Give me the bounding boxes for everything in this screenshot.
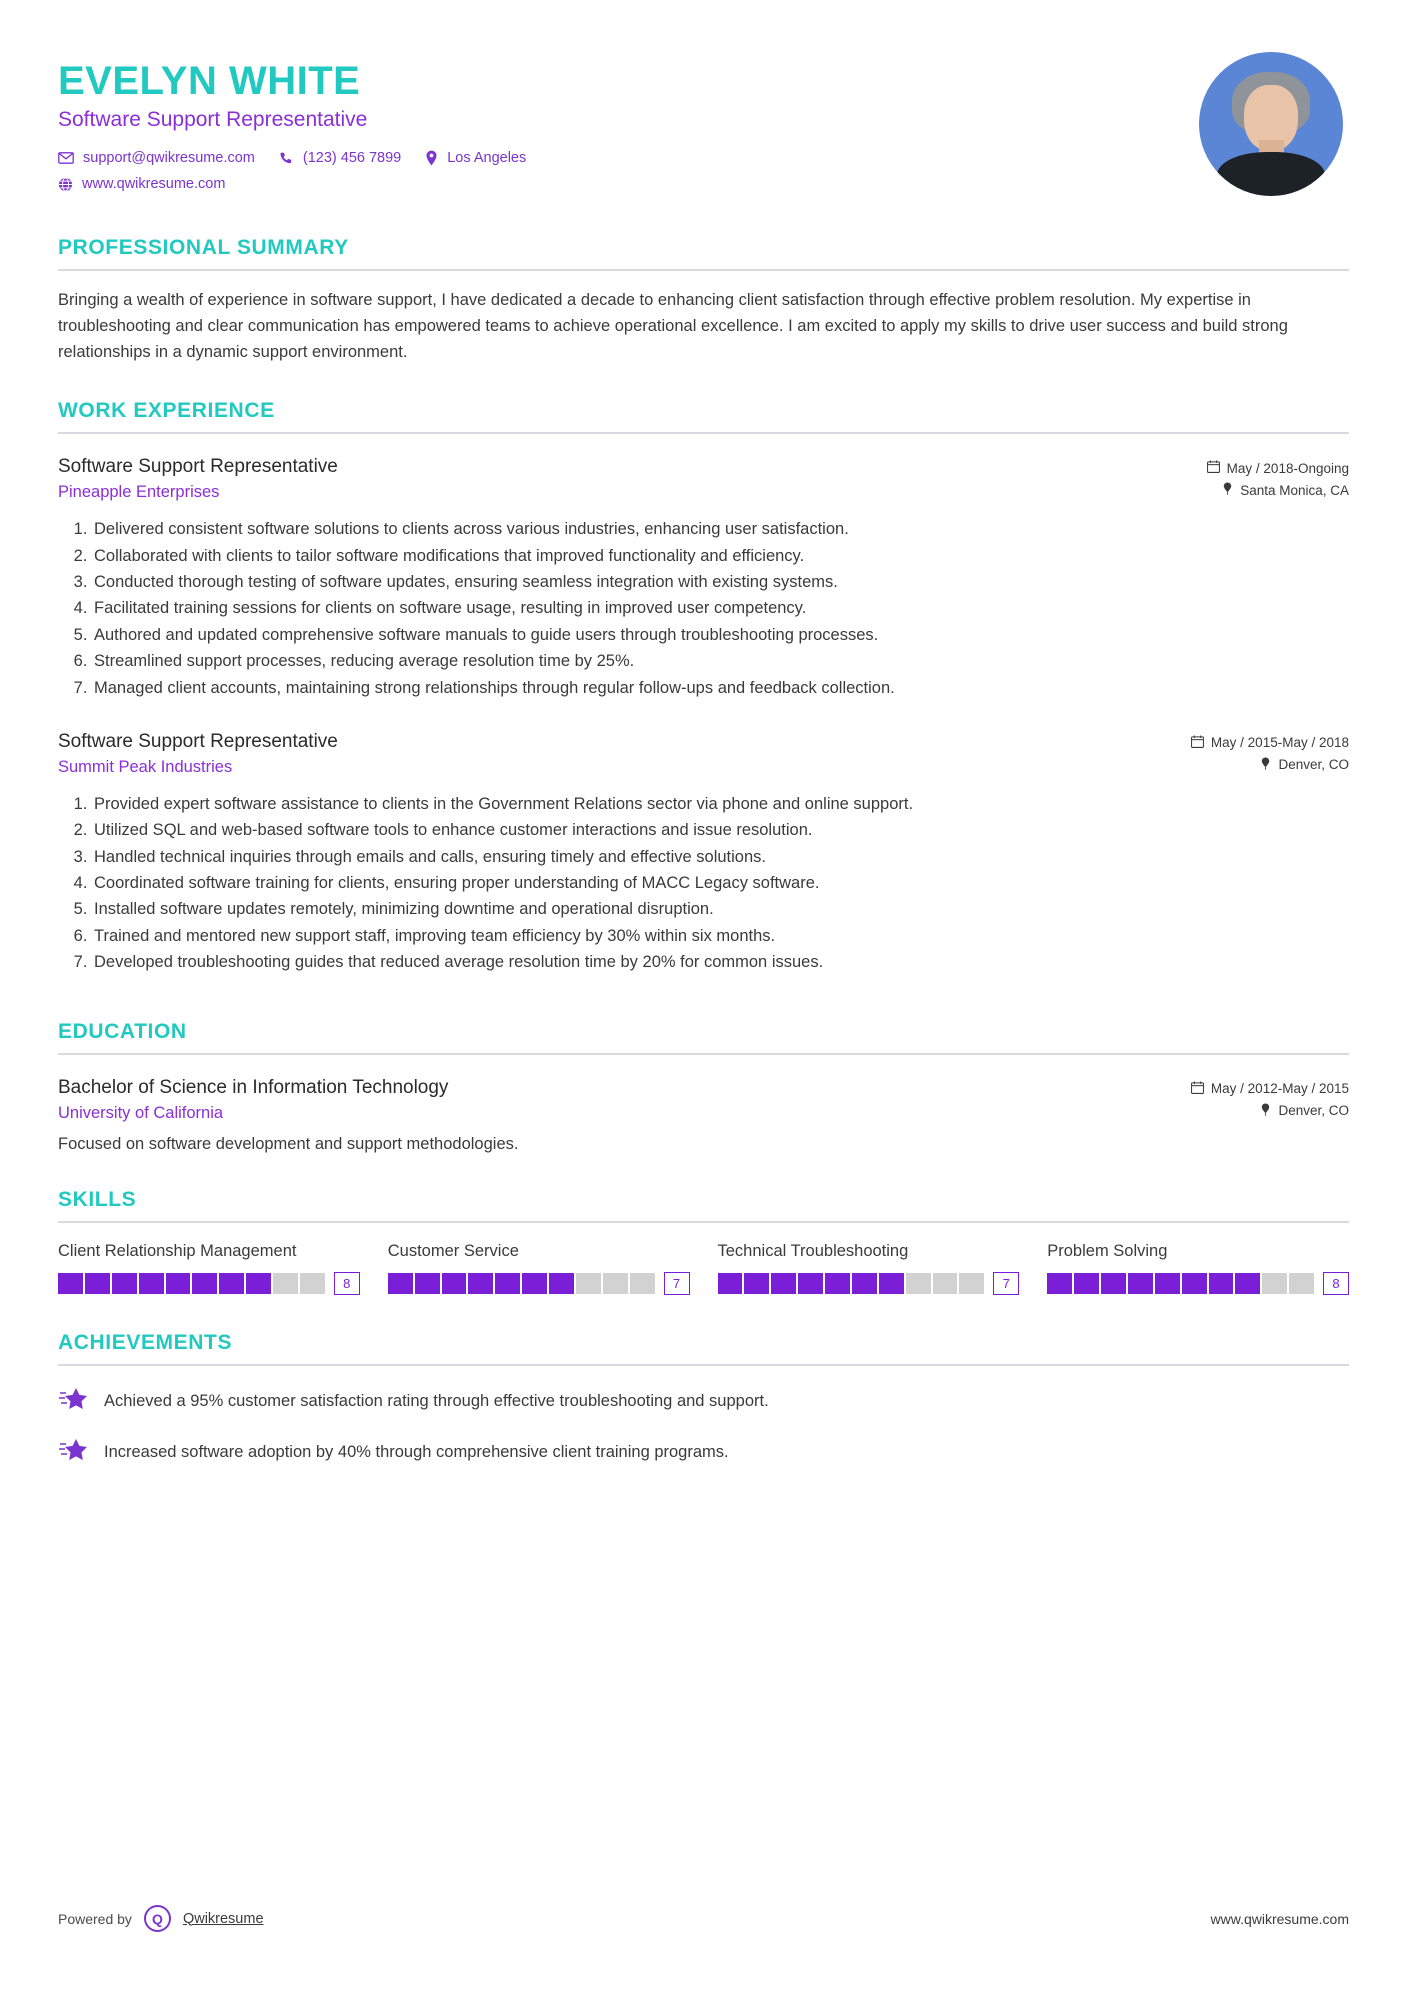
experience-entry-header: [58, 456, 1349, 504]
section-achievements: [58, 1331, 1349, 1468]
skill-score: 7: [993, 1272, 1019, 1295]
education-entry-meta: [1191, 1077, 1349, 1125]
contact-email-text: support@qwikresume.com: [83, 150, 255, 166]
contact-website-text: www.qwikresume.com: [82, 176, 226, 192]
experience-entry-meta: [1207, 456, 1349, 504]
section-divider: [58, 269, 1349, 271]
list-item: 7. Managed client accounts, maintaining strong relationships through regular follow-ups and feedback collection.: [92, 675, 1349, 701]
skill-score: 8: [334, 1272, 360, 1295]
list-item: 3. Handled technical inquiries through emails and calls, ensuring timely and effective solutions.: [92, 844, 1349, 870]
skill-track: [388, 1273, 655, 1294]
achievement-text: Achieved a 95% customer satisfaction rating through effective troubleshooting and support.: [104, 1391, 769, 1410]
list-item: 2. Utilized SQL and web-based software tools to enhance customer interactions and issue resolution.: [92, 817, 1349, 843]
skill-label: Customer Service: [387, 1241, 519, 1260]
section-title-achievements: ACHIEVEMENTS: [58, 1330, 233, 1354]
location-pin-icon: [425, 150, 438, 166]
qwikresume-logo-icon: Q: [144, 1905, 171, 1932]
job-location-text: Santa Monica, CA: [1240, 482, 1349, 498]
contact-phone-text: (123) 456 7899: [302, 150, 402, 166]
experience-entry-meta: [1191, 731, 1349, 779]
star-badge-icon: [58, 1437, 88, 1468]
list-item: 1. Delivered consistent software solutions to clients across various industries, enhancing user satisfaction.: [92, 516, 1349, 542]
skill-score: 7: [664, 1272, 690, 1295]
contact-phone[interactable]: [279, 150, 401, 166]
globe-icon: [58, 177, 73, 192]
job-location-text: Denver, CO: [1278, 757, 1349, 773]
map-pin-icon: [1260, 1103, 1271, 1119]
education-location: [1191, 1103, 1349, 1119]
section-divider: [58, 432, 1349, 434]
avatar-body: [1217, 152, 1325, 196]
footer-powered-label: Powered by: [58, 1910, 132, 1927]
contact-email[interactable]: [58, 150, 255, 166]
skill-ticks: [718, 1273, 985, 1294]
education-location-text: Denver, CO: [1278, 1103, 1349, 1119]
job-date: [1207, 460, 1349, 476]
job-bullet-list: [58, 791, 1349, 976]
education-date: [1191, 1081, 1349, 1097]
contact-location-text: Los Angeles: [447, 150, 527, 166]
candidate-role: Software Support Representative: [58, 108, 368, 131]
job-location: [1207, 482, 1349, 498]
achievement-text: Increased software adoption by 40% through comprehensive client training programs.: [104, 1442, 729, 1461]
experience-entry: [58, 731, 1349, 976]
star-badge-icon: [58, 1386, 88, 1417]
experience-entry: [58, 456, 1349, 701]
skill-item: [58, 1241, 360, 1295]
calendar-icon: [1191, 1081, 1204, 1097]
education-entry: [58, 1077, 1349, 1154]
job-bullet-list: [58, 516, 1349, 701]
list-item: 7. Developed troubleshooting guides that reduced average resolution time by 20% for common issues.: [92, 949, 1349, 975]
job-title: Software Support Representative: [58, 456, 338, 478]
skill-label: Client Relationship Management: [58, 1241, 297, 1260]
list-item: 1. Provided expert software assistance to clients in the Government Relations sector via phone and online support.: [92, 791, 1349, 817]
section-education: [58, 1020, 1349, 1154]
degree-title: Bachelor of Science in Information Technology: [58, 1076, 449, 1098]
job-date-text: May / 2018-Ongoing: [1226, 460, 1349, 476]
calendar-icon: [1191, 735, 1204, 751]
section-title-skills: SKILLS: [58, 1187, 137, 1211]
skill-ticks: [1047, 1273, 1314, 1294]
skill-item: [388, 1241, 690, 1295]
job-date: [1191, 735, 1349, 751]
skill-label: Technical Troubleshooting: [717, 1241, 909, 1260]
skill-track: [718, 1273, 985, 1294]
section-professional-summary: [58, 236, 1349, 365]
section-title-experience: WORK EXPERIENCE: [58, 399, 275, 423]
list-item: 5. Installed software updates remotely, minimizing downtime and operational disruption.: [92, 896, 1349, 922]
achievement-item: [58, 1386, 1349, 1417]
section-divider: [58, 1221, 1349, 1223]
header-text-block: [58, 52, 540, 202]
list-item: 2. Collaborated with clients to tailor software modifications that improved functionality and efficiency.: [92, 543, 1349, 569]
skills-grid: [58, 1241, 1349, 1295]
experience-entry-header: [58, 731, 1349, 779]
achievement-item: [58, 1437, 1349, 1468]
phone-icon: [279, 151, 294, 166]
contact-website[interactable]: [58, 176, 225, 192]
footer-brand-link[interactable]: Qwikresume: [182, 1910, 264, 1927]
skill-track: [58, 1273, 325, 1294]
skill-item: [718, 1241, 1020, 1295]
section-divider: [58, 1364, 1349, 1366]
skill-bar-row: [58, 1272, 360, 1295]
skill-label: Problem Solving: [1047, 1241, 1168, 1260]
list-item: 3. Conducted thorough testing of software updates, ensuring seamless integration with existing systems.: [92, 569, 1349, 595]
skill-score: 8: [1323, 1272, 1349, 1295]
list-item: 6. Trained and mentored new support staff, improving team efficiency by 30% within six months.: [92, 923, 1349, 949]
map-pin-icon: [1222, 482, 1233, 498]
skill-bar-row: [718, 1272, 1020, 1295]
avatar: [1199, 52, 1343, 196]
company-name: Summit Peak Industries: [58, 757, 233, 776]
section-skills: [58, 1188, 1349, 1295]
school-name: University of California: [58, 1103, 224, 1122]
email-icon: [58, 150, 74, 166]
footer-powered-by: [58, 1905, 264, 1932]
list-item: 5. Authored and updated comprehensive software manuals to guide users through troubleshooting processes.: [92, 622, 1349, 648]
skill-bar-row: [1047, 1272, 1349, 1295]
list-item: 4. Facilitated training sessions for clients on software usage, resulting in improved user competency.: [92, 595, 1349, 621]
job-title: Software Support Representative: [58, 730, 338, 752]
section-work-experience: [58, 399, 1349, 975]
list-item: 4. Coordinated software training for clients, ensuring proper understanding of MACC Legacy software.: [92, 870, 1349, 896]
company-name: Pineapple Enterprises: [58, 483, 220, 502]
skill-item: [1047, 1241, 1349, 1295]
education-note: Focused on software development and support methodologies.: [58, 1134, 519, 1153]
education-entry-header: [58, 1077, 1349, 1125]
skill-bar-row: [388, 1272, 690, 1295]
page-footer: [58, 1905, 1349, 1932]
skill-track: [1047, 1273, 1314, 1294]
job-location: [1191, 757, 1349, 773]
contact-location: [425, 150, 526, 166]
skill-ticks: [388, 1273, 655, 1294]
skill-ticks: [58, 1273, 325, 1294]
list-item: 6. Streamlined support processes, reducing average resolution time by 25%.: [92, 648, 1349, 674]
education-date-text: May / 2012-May / 2015: [1210, 1081, 1349, 1097]
job-date-text: May / 2015-May / 2018: [1210, 735, 1349, 751]
footer-website[interactable]: www.qwikresume.com: [1210, 1910, 1349, 1927]
contact-row-secondary: [58, 176, 540, 192]
summary-text: Bringing a wealth of experience in software support, I have dedicated a decade to enhancing client satisfaction through effective problem resolution. My expertise in troubleshooting and clear communication has empowered teams to achieve operational excellence. I am excited to apply my skills to drive user success and build strong relationships in a dynamic support environment.: [58, 291, 1288, 362]
resume-header: [58, 52, 1349, 202]
section-title-summary: PROFESSIONAL SUMMARY: [58, 236, 349, 259]
candidate-name: EVELYN WHITE: [58, 59, 361, 103]
contact-row-primary: [58, 150, 540, 166]
section-title-education: EDUCATION: [58, 1019, 187, 1043]
map-pin-icon: [1260, 757, 1271, 773]
section-divider: [58, 1053, 1349, 1055]
calendar-icon: [1207, 460, 1220, 476]
